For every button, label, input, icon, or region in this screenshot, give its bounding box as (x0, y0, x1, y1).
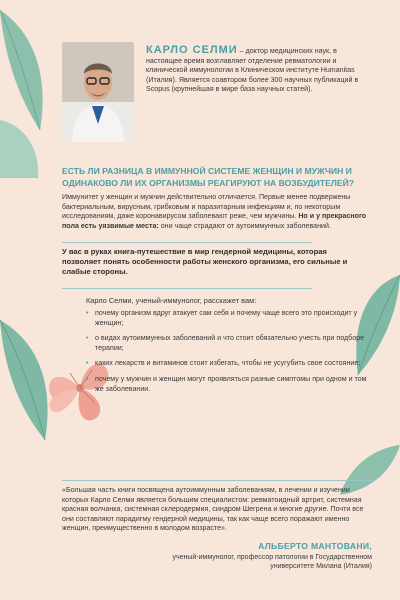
paragraph-immunity (62, 193, 372, 231)
author-bio-text: – доктор медицинских наук, в настоящее время возглавляет отделение ревматологии и клинической иммунологии в Клиническом институте Humanitas (Италия). Является соавтором более 300 научных публикаций в Scopus (крупнейшая в мире база научных статей). (146, 47, 359, 94)
list-item: • почему у мужчин и женщин могут проявляться разные симптомы при одном и том же заболевании. (86, 375, 376, 394)
review-quote-text: «Большая часть книги посвящена аутоиммунным заболеваниям, в лечении и изучении которых Карло Селми является большим специалистом: ревматоидный артрит, системная красная волчанка, системная склеродермия, синдром Шегрена и многие другие. Почти все они составляют парадигму гендерной медицины, так как чаще всего поражают именно женщин, преимущественно в молодом возрасте». (62, 486, 364, 533)
list-item: • почему организм вдруг атакует сам себя и почему чаще всего это происходит у женщин; (86, 309, 376, 328)
author-name: КАРЛО СЕЛМИ (146, 44, 238, 56)
paragraph-book-intro: У вас в руках книга-путешествие в мир гендерной медицины, которая позволяет понять особенности работы женского организма, его сильные и слабые стороны. (62, 247, 348, 276)
author-tells-intro: Карло Селми, ученый-иммунолог, расскажет вам: (86, 296, 257, 305)
paragraph-immunity-bold: Но и у прекрасного пола есть уязвимые места: (62, 212, 367, 230)
review-quote (62, 486, 370, 534)
topics-list (86, 309, 376, 400)
list-item: • каких лекарств и витаминов стоит избегать, чтобы не усугубить свое состояние; (86, 359, 376, 369)
quote-author-name: АЛЬБЕРТО МАНТОВАНИ, (258, 541, 372, 551)
question-heading: ЕСТЬ ЛИ РАЗНИЦА В ИММУННОЙ СИСТЕМЕ ЖЕНЩИН И МУЖЧИН И ОДИНАКОВО ЛИ ИХ ОРГАНИЗМЫ РЕАГИРУЮТ НА ВОЗБУДИТЕЛЕЙ? (62, 166, 355, 188)
paragraph-immunity-tail: они чаще страдают от аутоиммунных заболеваний. (158, 221, 331, 230)
quote-author-role: ученый-иммунолог, профессор патологии в Государственном университете Милана (Италия) (172, 554, 372, 570)
leaf-decoration-top-left (0, 0, 60, 180)
list-item: • о видах аутоиммунных заболеваний и что стоит обязательно учесть при подборе терапии; (86, 334, 376, 353)
author-bio (146, 46, 370, 95)
divider-middle (62, 288, 312, 289)
author-portrait-image (62, 42, 134, 142)
divider-quote (62, 480, 374, 481)
author-photo (62, 42, 134, 142)
divider-top (62, 242, 312, 243)
paragraph-immunity-text: Иммунитет у женщин и мужчин действительно отличается. Первые менее подвержены бактериальным, вирусным, грибковым и паразитарным инфекциям и, по некоторым исследованиям, даже коронавирусом заболевают реже, чем мужчины. (62, 193, 351, 221)
